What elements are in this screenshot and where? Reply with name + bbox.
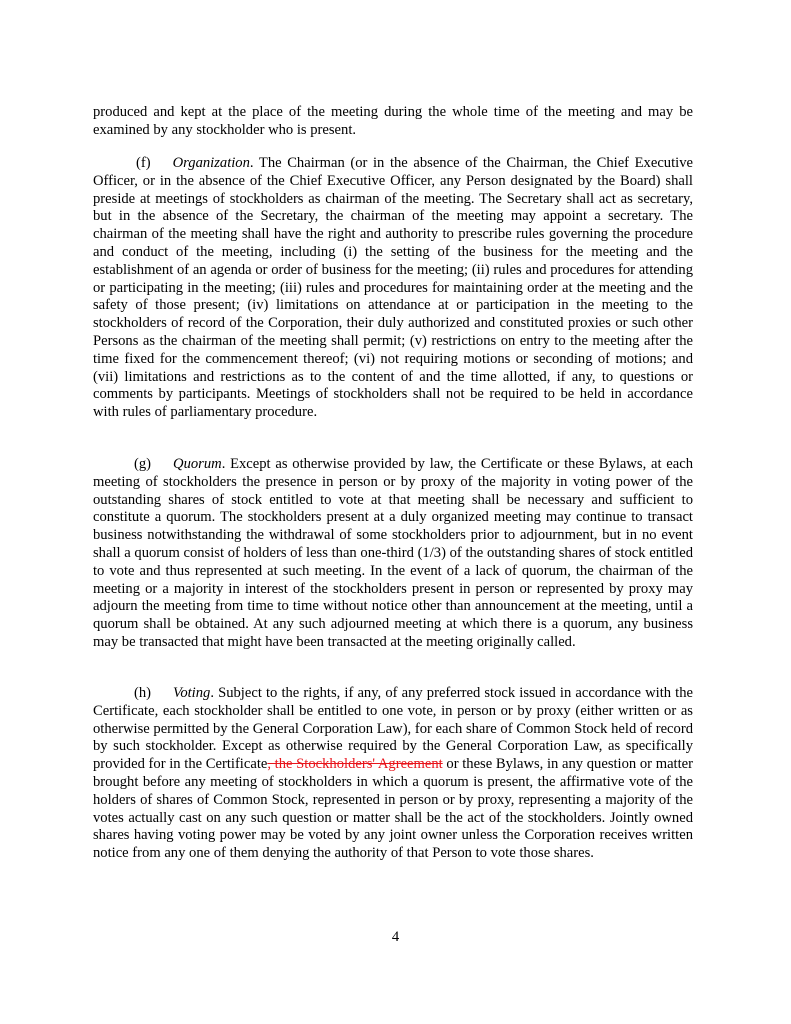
section-h-paragraph [93,685,693,863]
heading-period: . [210,685,219,701]
section-h-body-after: or these Bylaws, in any question or matter brought before any meeting of stockholders in which a quorum is present, the affirmative vote of the holders of shares of Common Stock, represented in person or by proxy, representing a majority of the votes actually cast on any such question or matter shall be the act of the stockholders. Jointly owned shares having voting power may be voted by any joint owner unless the Corporation receives written notice from any one of them denying the authority of that Person to vote those shares. [93,756,693,862]
tracked-deletion: , the Stockholders' Agreement [267,756,443,773]
section-f-body: The Chairman (or in the absence of the Chairman, the Chief Executive Officer, or in the absence of the Chief Executive Officer, any Person designated by the Board) shall preside at meetings of stockholders as chairman of the meeting. The Secretary shall act as secretary, but in the absence of the Secretary, the chairman of the meeting may appoint a secretary. The chairman of the meeting shall have the right and authority to prescribe rules governing the procedure and conduct of the meeting, including (i) the setting of the business for the meeting and the establishment of an agenda or order of business for the meeting; (ii) rules and procedures for attending or participating in the meeting; (iii) rules and procedures for maintaining order at the meeting and the safety of those present; (iv) limitations on attendance at or participation in the meeting to the stockholders of record of the Corporation, their duly authorized and constituted proxies or such other Persons as the chairman of the meeting shall permit; (v) restrictions on entry to the meeting after the time fixed for the commencement thereof; (vi) not requiring motions or seconding of motions; and (vii) limitations and restrictions as to the content of and the time allotted, if any, to questions or comments by participants. Meetings of stockholders shall not be required to be held in accordance with rules of parliamentary procedure. [93,155,693,421]
section-g-paragraph [93,456,693,652]
section-h-voting [93,685,693,863]
continuation-text: produced and kept at the place of the meeting during the whole time of the meeting and may be examined by any stockholder who is present. [93,104,693,138]
section-h-label: (h) [134,685,152,701]
section-h-body-before: Subject to the rights, if any, of any preferred stock issued in accordance with the Certificate, each stockholder shall be entitled to one vote, in person or by proxy (either written or as otherwise permitted by the General Corporation Law), for each share of Common Stock held of record by such stockholder. Except as otherwise required by the General Corporation Law, as specifically provided for in the Certificate [93,685,693,773]
section-h-heading: Voting [173,685,211,701]
section-f-label: (f) [136,155,151,171]
heading-period: . [249,155,259,171]
section-f-paragraph [93,155,693,422]
section-f-organization [93,155,693,422]
page-number: 4 [391,929,400,945]
heading-period: . [221,456,231,472]
section-g-body: Except as otherwise provided by law, the Certificate or these Bylaws, at each meeting of stockholders the presence in person or by proxy of the majority in voting power of the outstanding shares of stock entitled to vote at that meeting shall be necessary and sufficient to constitute a quorum. The stockholders present at a duly organized meeting may continue to transact business notwithstanding the withdrawal of some stockholders prior to adjournment, but in no event shall a quorum consist of holders of less than one-third (1/3) of the outstanding shares of stock entitled to vote and thus represented at such meeting. In the event of a lack of quorum, the chairman of the meeting or a majority in interest of the stockholders present in person or represented by proxy may adjourn the meeting from time to time without notice other than announcement at the meeting, until a quorum shall be obtained. At any such adjourned meeting at which there is a quorum, any business may be transacted that might have been transacted at the meeting originally called. [93,456,693,650]
section-g-label: (g) [134,456,152,472]
section-g-quorum [93,456,693,652]
continuation-paragraph [93,104,693,140]
section-g-heading: Quorum [173,456,222,472]
section-f-heading: Organization [172,155,250,171]
